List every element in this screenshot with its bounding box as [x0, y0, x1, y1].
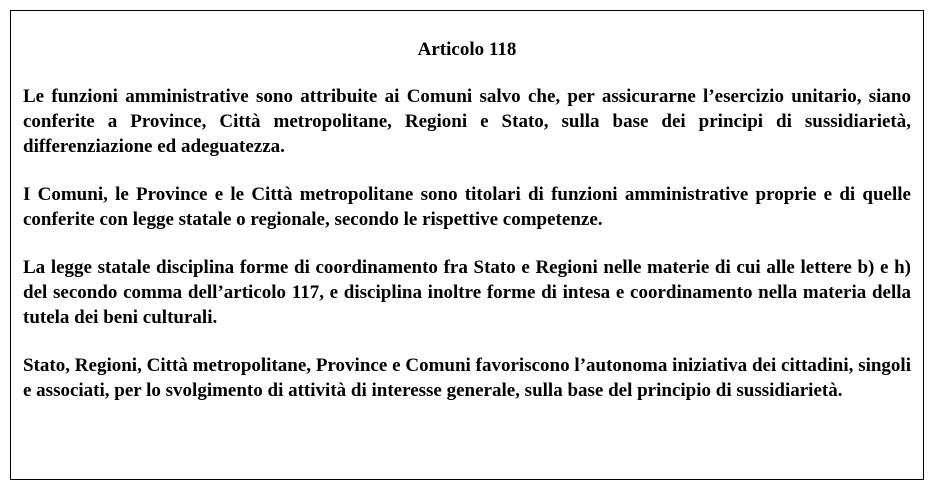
- paragraph-3: La legge statale disciplina forme di coordinamento fra Stato e Regioni nelle materie di cui alle lettere b) e h) del secondo comma dell’articolo 117, e disciplina inoltre forme di intesa e coordinamento nella materia della tutela dei beni culturali.: [23, 257, 911, 328]
- article-box: [10, 10, 924, 480]
- paragraph-1: Le funzioni amministrative sono attribuite ai Comuni salvo che, per assicurarne l’esercizio unitario, siano conferite a Province, Città metropolitane, Regioni e Stato, sulla base dei principi di sussidiarietà, differenziazione ed adeguatezza.: [23, 86, 911, 157]
- paragraph-2: I Comuni, le Province e le Città metropolitane sono titolari di funzioni amministrative proprie e di quelle conferite con legge statale o regionale, secondo le rispettive competenze.: [23, 184, 911, 230]
- article-title: Articolo 118: [417, 39, 517, 60]
- paragraph-4: Stato, Regioni, Città metropolitane, Province e Comuni favoriscono l’autonoma iniziativa dei cittadini, singoli e associati, per lo svolgimento di attività di interesse generale, sulla base del principio di sussidiarietà.: [23, 355, 911, 401]
